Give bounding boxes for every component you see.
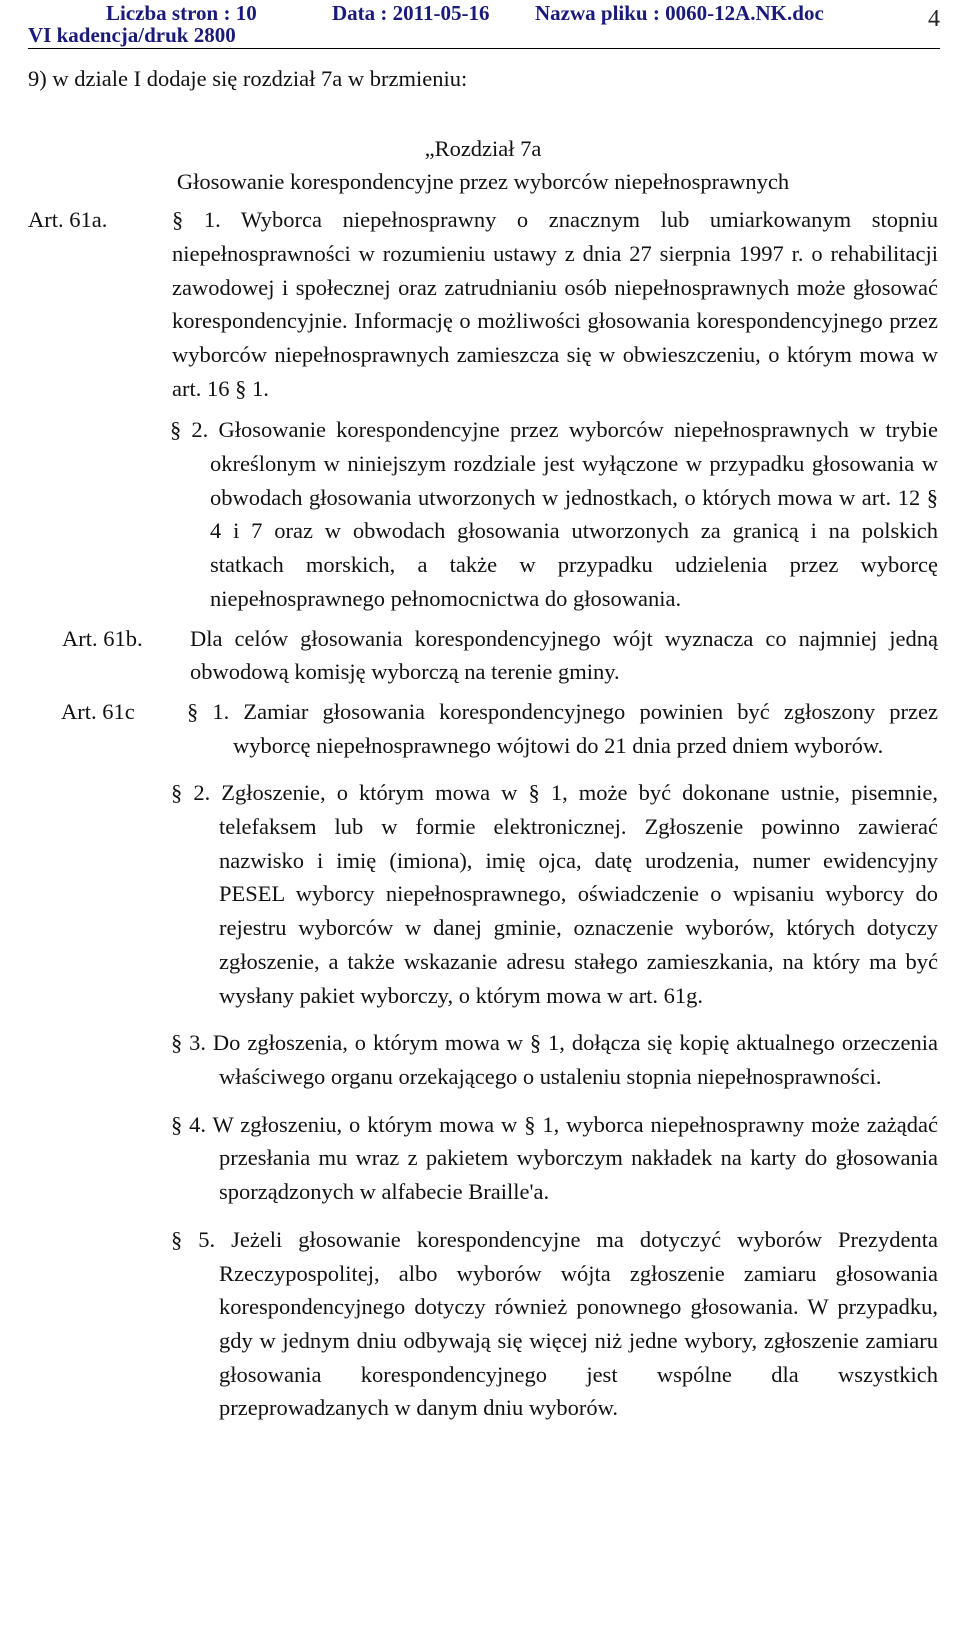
file-name: Nazwa pliku : 0060-12A.NK.doc	[535, 1, 824, 25]
intro-line: 9) w dziale I dodaje się rozdział 7a w brzmieniu:	[28, 66, 468, 91]
article-61c-para-3: § 3. Do zgłoszenia, o którym mowa w § 1, dołącza się kopię aktualnego orzeczenia właściwego organu orzekającego o ustaleniu stopnia niepełnosprawności.	[171, 1030, 938, 1089]
chapter-subtitle: Głosowanie korespondencyjne przez wyborców niepełnosprawnych	[176, 169, 790, 195]
document-body	[28, 62, 938, 1425]
article-61c-para-4: § 4. W zgłoszeniu, o którym mowa w § 1, wyborca niepełnosprawny może zażądać przesłania mu wraz z pakietem wyborczym nakładek na karty do głosowania sporządzonych w alfabecie Braille'a.	[171, 1111, 938, 1205]
article-61c-para-5: § 5. Jeżeli głosowanie korespondencyjne ma dotyczyć wyborów Prezydenta Rzeczypospolitej, albo wyborów wójta zgłoszenie zamiaru głosowania korespondencyjnego dotyczy również ponownego głosowania. W przypadku, gdy w jednym dniu odbywają się więcej niż jedne wybory, zgłoszenie zamiaru głosowania korespondencyjnego jest wspólne dla wszystkich przeprowadzanych w danym dniu wyborów.	[171, 1226, 938, 1421]
article-61a-para-1: § 1. Wyborca niepełnosprawny o znacznym lub umiarkowanym stopniu niepełnosprawności w rozumieniu ustawy z dnia 27 sierpnia 1997 r. o rehabilitacji zawodowej i społecznej oraz zatrudnianiu osób niepełnosprawnych może głosować korespondencyjnie. Informację o możliwości głosowania korespondencyjnego przez wyborców niepełnosprawnych zamieszcza się w obwieszczeniu, o którym mowa w art. 16 § 1.	[172, 207, 938, 401]
article-61c-para-1: § 1. Zamiar głosowania korespondencyjnego powinien być zgłoszony przez wyborcę niepełnosprawnego wójtowi do 21 dnia przed dniem wyborów.	[187, 698, 938, 758]
article-label: Art. 61c	[61, 698, 135, 724]
article-61c	[28, 695, 938, 762]
chapter-title: „Rozdział 7a	[424, 135, 542, 161]
article-61c-para-2: § 2. Zgłoszenie, o którym mowa w § 1, może być dokonane ustnie, pisemnie, telefaksem lub w formie elektronicznej. Zgłoszenie powinno zawierać nazwisko i imię (imiona), imię ojca, datę urodzenia, numer ewidencyjny PESEL wyborcy niepełnosprawnego, oświadczenie o wpisaniu wyborcy do rejestru wyborców w danej gminie, oznaczenie wyborów, których dotyczy zgłoszenie, a także wskazanie adresu stałego zamieszkania, na który ma być wysłany pakiet wyborczy, o którym mowa w art. 61g.	[171, 780, 938, 1008]
article-61b-text: Dla celów głosowania korespondencyjnego wójt wyznacza co najmniej jedną obwodową komisję wyborczą na terenie gminy.	[190, 625, 938, 685]
article-label: Art. 61a.	[28, 207, 108, 233]
article-61a	[28, 203, 938, 405]
page-number: 4	[928, 6, 940, 32]
document-header	[28, 0, 940, 49]
article-label: Art. 61b.	[62, 625, 143, 651]
document-date: Data : 2011-05-16	[332, 1, 490, 25]
page-count: Liczba stron : 10	[106, 1, 257, 25]
article-61b	[28, 622, 938, 689]
edition-label: VI kadencja/druk 2800	[28, 23, 236, 47]
article-61a-para-2: § 2. Głosowanie korespondencyjne przez wyborców niepełnosprawnych w trybie określonym w niniejszym rozdziale jest wyłączone w przypadku głosowania w obwodach głosowania utworzonych w jednostkach, o których mowa w art. 12 § 4 i 7 oraz w obwodach głosowania utworzonych za granicą i na polskich statkach morskich, a także w przypadku udzielenia przez wyborcę niepełnosprawnego pełnomocnictwa do głosowania.	[170, 417, 938, 611]
